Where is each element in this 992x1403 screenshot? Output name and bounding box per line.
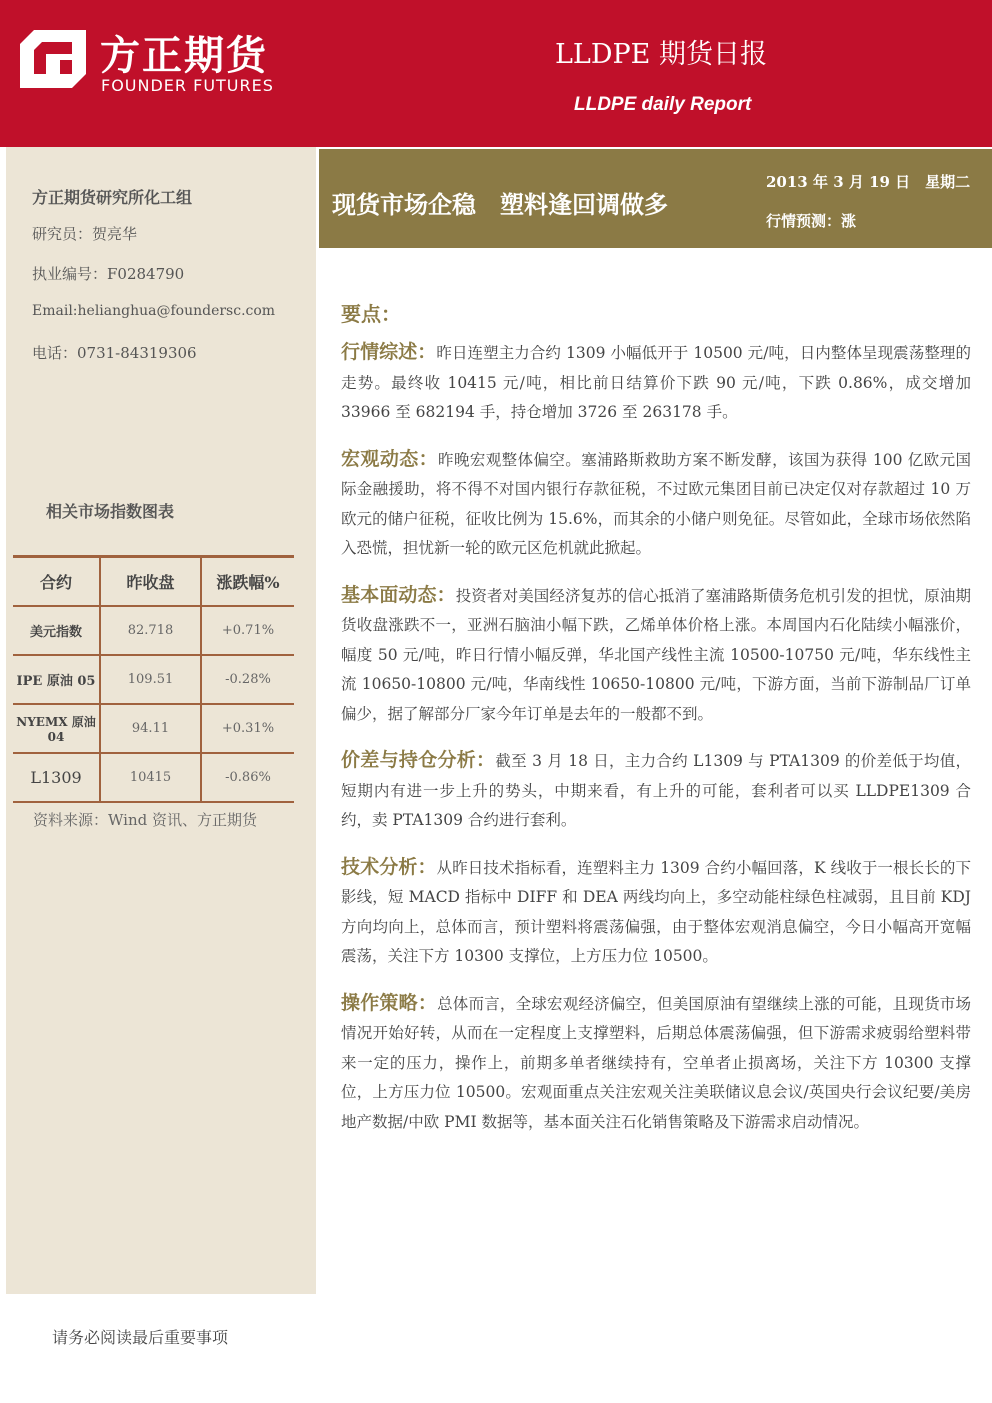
section-label: 基本面动态： [341,583,456,606]
column-header: 合约 [13,557,100,606]
section-technical-analysis [341,853,971,972]
section-text: 昨晚宏观整体偏空。塞浦路斯救助方案不断发酵，该国为获得 100 亿欧元国际金融援助，将不得不对国内银行存款征税，不过欧元集团目前已决定仅对存款超过 10 万欧元的储户征税，征收比例为 15.6%，而其余的小储户则免征。尽管如此，全球市场依然陷入恐慌，担忧新一轮的欧元区危机就此掀起。 [341,450,971,557]
section-label: 技术分析： [341,855,437,878]
market-index-table [13,555,294,803]
section-text: 昨日连塑主力合约 1309 小幅低开于 10500 元/吨，日内整体呈现震荡整理的走势。最终收 10415 元/吨，相比前日结算价下跌 90 元/吨，下跌 0.86%，成交增加 33966 至 682194 手，持仓增加 3726 至 263178 手。 [341,344,971,421]
report-header [0,0,992,147]
table-row [13,753,294,802]
column-header: 涨跌幅% [216,572,280,592]
change-pct: -0.86% [225,769,271,785]
section-text: 从昨日技术指标看，连塑料主力 1309 合约小幅回落，K 线收于一根长长的下影线，短 MACD 指标中 DIFF 和 DEA 两线均向上，多空动能柱绿色柱减弱，且目前 KDJ 方向均向上，总体而言，预计塑料将震荡偏强，由于整体宏观消息偏空，今日小幅高开宽幅震荡，关注下方 10300 支撑位，上方压力位 10500。 [341,858,971,965]
change-pct: +0.31% [221,720,275,736]
change-pct: -0.28% [225,671,271,687]
headline-band [319,149,992,248]
sidebar [6,147,316,1294]
section-spread-analysis [341,746,971,836]
section-label: 宏观动态： [341,447,439,470]
section-fundamentals [341,581,971,730]
table-row [13,606,294,655]
section-text: 截至 3 月 18 日，主力合约 L1309 与 PTA1309 的价差低于均值，短期内有进一步上升的势头，中期来看，有上升的可能，套利者可以买 LLDPE1309 合约，卖 PTA1309 合约进行套利。 [341,752,971,829]
headline-title: 现货市场企稳 塑料逢回调做多 [332,190,668,219]
section-text: 投资者对美国经济复苏的信心抵消了塞浦路斯债务危机引发的担忧，原油期货收盘涨跌不一，亚洲石脑油小幅下跌，乙烯单体价格上涨。本周国内石化陆续小幅涨价，幅度 50 元/吨，昨日行情小幅反弹，华北国产线性主流 10500-10750 元/吨，华东线性主流 10650-10800 元/吨，华南线性 10650-10800 元/吨，下游方面，当前下游制品厂订单偏少，据了解部分厂家今年订单是去年的一般都不到。 [341,586,971,723]
email-link[interactable]: Email:helianghua@foundersc.com [32,303,276,319]
section-market-summary [341,338,971,428]
section-strategy [341,989,971,1138]
researcher-name: 研究员：贺亮华 [32,225,138,243]
column-header: 昨收盘 [100,557,201,606]
table-row [13,655,294,704]
data-source-note: 资料来源：Wind 资讯、方正期货 [33,811,257,829]
section-label: 操作策略： [341,991,438,1014]
report-date: 2013 年 3 月 19 日 星期二 [766,173,971,191]
market-forecast: 行情预测：涨 [766,212,857,230]
section-label: 行情综述： [341,341,437,363]
report-subtitle: LLDPE daily Report [574,94,752,115]
key-points-heading: 要点： [341,302,401,326]
founder-logo-icon [20,30,86,88]
disclaimer-note: 请务必阅读最后重要事项 [52,1328,229,1347]
section-text: 总体而言，全球宏观经济偏空，但美国原油有望继续上涨的可能，且现货市场情况开始好转，从而在一定程度上支撑塑料，后期总体震荡偏强，但下游需求疲弱给塑料带来一定的压力，操作上，前期多单者继续持有，空单者止损离场，关注下方 10300 支撑位，上方压力位 10500。宏观面重点关注宏观关注美联储议息会议/英国央行会议纪要/美房地产数据/中欧 PMI 数据等，基本面关注石化销售策略及下游需求启动情况。 [341,994,971,1131]
contract-name: L1309 [13,753,100,802]
logo-english-name: FOUNDER FUTURES [101,76,274,95]
section-macro [341,445,971,564]
license-number: 执业编号：F0284790 [32,265,185,283]
logo-chinese-name: 方正期货 [100,33,268,79]
contract-name: NYEMX 原油 04 [13,704,100,753]
contract-name: IPE 原油 05 [13,655,100,704]
contract-name: 美元指数 [13,606,100,655]
phone-number: 电话：0731-84319306 [32,344,197,362]
index-table-title: 相关市场指数图表 [46,502,175,521]
report-title: LLDPE 期货日报 [555,39,767,70]
prev-close: 10415 [100,753,201,802]
prev-close: 109.51 [100,655,201,704]
table-row [13,704,294,753]
research-group: 方正期货研究所化工组 [32,188,193,207]
section-label: 价差与持仓分析： [341,749,496,771]
prev-close: 82.718 [100,606,201,655]
prev-close: 94.11 [100,704,201,753]
change-pct: +0.71% [221,622,275,638]
main-content [341,298,971,1154]
table-header-row [13,557,294,606]
